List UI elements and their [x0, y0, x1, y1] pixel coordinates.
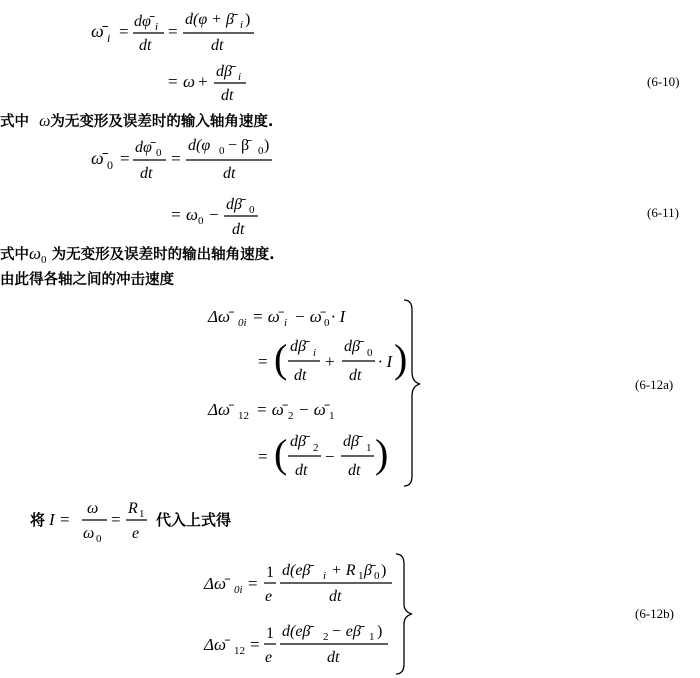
eq612a-r3-rhs-sub1: 2: [288, 410, 294, 422]
eq612a-r2-f2-den: dt: [349, 367, 362, 384]
eq612b-r1-eq: =: [248, 574, 258, 593]
eq612a-r1-rhs-sub2: 0: [324, 317, 330, 329]
eq611-frac2-den: dt: [223, 165, 236, 182]
text-omega-sub: 0: [41, 253, 47, 266]
eq611-equals-2: =: [171, 149, 181, 168]
eq612a-r2-plus: +: [325, 352, 335, 371]
equation-6-10: [0, 0, 700, 110]
eq610-equals-3: =: [168, 72, 178, 91]
eq611-number: (6-11): [647, 205, 680, 220]
eq612a-r3-rhs: = ω̄: [256, 400, 284, 419]
eq612a-r4-minus: −: [325, 447, 335, 466]
eq611-frac3-den: dt: [232, 221, 245, 238]
eq610-equals-2: =: [168, 22, 178, 41]
eq610-lhs: ω̄: [91, 21, 104, 41]
eq612a-r4-rparen: ): [375, 431, 389, 476]
eq611-omega: ω: [186, 205, 199, 224]
eq610-frac2-den: dt: [211, 37, 224, 54]
eq610-frac1-num-sub: i: [155, 21, 159, 33]
eq612a-r2-dot: · I: [378, 352, 393, 371]
eq612b-r1-num-3: β̄: [364, 562, 372, 579]
eq612a-r2-lparen: (: [274, 336, 288, 381]
ratio-f2-den: e: [132, 525, 140, 542]
eq610-frac3-den: dt: [221, 87, 234, 104]
eq610-number: (6-10): [647, 74, 680, 89]
eq611-omega-sub: 0: [198, 215, 204, 227]
eq612b-r1-lhs: Δω̄: [204, 574, 226, 593]
eq610-frac3-num: dβ̄: [216, 63, 232, 80]
eq612a-r4-lparen: (: [274, 431, 288, 476]
eq612b-r1-num: d(eβ̄: [282, 562, 311, 579]
eq612a-r1-lhs: Δω̄: [208, 307, 230, 326]
text-suffix: 为无变形及误差时的输出轴角速度.: [51, 247, 275, 263]
ratio-f2-num-sub: 1: [139, 508, 145, 520]
ratio-I: I =: [49, 510, 71, 529]
eq610-frac1-num: dφ̄: [134, 13, 151, 30]
eq612a-r4-f1-sub: 2: [313, 442, 319, 454]
eq610-frac3-num-sub: i: [238, 71, 242, 83]
ratio-suffix: 代入上式得: [156, 511, 232, 529]
eq610-plus: +: [198, 72, 208, 91]
eq611-frac1-num-sub: 0: [156, 147, 162, 159]
text-suffix: 为无变形及误差时的输入轴角速度.: [50, 114, 274, 130]
text-omega: ω: [29, 244, 42, 263]
text-omega: ω: [39, 113, 51, 130]
eq612a-r2-eq: =: [258, 352, 268, 371]
eq611-lhs-sub: 0: [107, 158, 113, 172]
text-prefix: 式中: [0, 114, 29, 130]
eq612a-r2-f1-den: dt: [294, 367, 307, 384]
eq612a-r2-f1-sub: i: [313, 347, 317, 359]
eq612a-r3-lhs: Δω̄: [208, 400, 230, 419]
eq612a-r4-f2-sub: 1: [366, 442, 372, 454]
eq610-frac1-den: dt: [139, 37, 152, 54]
eq610-frac2-num-sub: i: [240, 19, 244, 31]
eq611-minus: −: [209, 205, 219, 224]
ratio-f2-num: R: [128, 500, 138, 517]
eq611-frac2-num-sub: 0: [219, 145, 225, 157]
eq612b-r1-one: 1: [266, 564, 274, 581]
eq612b-r1-num-close: ): [381, 562, 387, 579]
equation-ratio: [0, 494, 700, 550]
eq612a-r2-f1-num: dβ̄: [290, 338, 306, 355]
eq612b-r1-num-sub2: 1: [358, 570, 364, 582]
eq612b-r1-den: dt: [329, 588, 342, 605]
equation-6-12b: [0, 548, 700, 678]
eq612b-r2-num-sub1: 2: [323, 631, 329, 643]
eq612b-r2-num-sub2: 1: [369, 631, 375, 643]
eq610-lhs-sub: i: [107, 31, 111, 45]
eq610-frac2-num: d(φ + β̄: [185, 11, 234, 28]
eq611-frac1-num: dφ̄: [135, 139, 152, 156]
ratio-f1-den: ω: [83, 525, 95, 542]
ratio-f1-den-sub: 0: [96, 533, 102, 545]
eq612b-r2-lhs-sub: 12: [234, 645, 245, 657]
eq612b-r1-num-sub3: 0: [374, 570, 380, 582]
text-prefix: 式中: [0, 247, 29, 263]
eq612a-r3-rhs-2: − ω̄: [298, 400, 326, 419]
eq611-frac2-num-sub2: 0: [258, 145, 264, 157]
eq610-equals-1: =: [119, 22, 129, 41]
eq612a-r2-f2-num: dβ̄: [344, 338, 360, 355]
text-impact: 由此得各轴之间的冲击速度: [0, 272, 174, 288]
eq612b-r2-num-2: − eβ̄: [331, 623, 361, 640]
eq612a-r4-f1-den: dt: [295, 462, 308, 479]
eq612a-r4-f2-den: dt: [348, 462, 361, 479]
eq612a-r1-rhs: = ω̄: [252, 307, 280, 326]
equation-6-12a: [0, 286, 700, 494]
eq612a-r1-lhs-sub: 0i: [238, 317, 247, 329]
eq611-frac3-num-sub: 0: [249, 204, 255, 216]
eq611-frac2-num-close: ): [264, 137, 270, 154]
eq612a-brace: [404, 300, 420, 486]
eq612b-r1-lhs-sub: 0i: [234, 584, 243, 596]
eq612a-r3-lhs-sub: 12: [238, 410, 249, 422]
eq612b-r1-e: e: [265, 588, 273, 605]
eq611-frac3-num: dβ̄: [226, 196, 242, 213]
eq610-omega: ω: [183, 72, 196, 91]
eq612b-r2-one: 1: [266, 625, 274, 642]
eq612a-r2-rparen: ): [394, 336, 408, 381]
eq612a-number: (6-12a): [635, 377, 674, 392]
eq612b-r1-num-2: + R: [331, 562, 356, 579]
eq612a-r4-f1-num: dβ̄: [290, 433, 306, 450]
eq612b-r2-eq: =: [250, 635, 260, 654]
ratio-f1-num: ω: [87, 500, 99, 517]
ratio-eq: =: [111, 510, 121, 529]
equation-6-11: [0, 128, 700, 240]
eq612a-r2-f2-sub: 0: [367, 347, 373, 359]
eq610-frac2-num-close: ): [245, 11, 251, 28]
eq612a-r3-rhs-sub2: 1: [329, 410, 335, 422]
eq612a-r1-rhs-sub1: i: [284, 317, 288, 329]
eq612b-r2-e: e: [265, 649, 273, 666]
eq612b-number: (6-12b): [635, 606, 674, 621]
eq612a-r1-rhs-2: − ω̄: [294, 307, 322, 326]
eq612a-r1-rhs-3: · I: [331, 307, 346, 326]
eq612b-r2-den: dt: [327, 649, 340, 666]
eq611-frac2-minus: − β̄: [228, 137, 250, 154]
eq612a-r4-eq: =: [258, 447, 268, 466]
eq612a-r4-f2-num: dβ̄: [343, 433, 359, 450]
eq611-frac1-den: dt: [140, 165, 153, 182]
text-line-output-speed: [0, 243, 275, 266]
eq612b-brace: [396, 554, 412, 674]
eq611-equals-3: =: [171, 205, 181, 224]
eq611-frac2-num: d(φ: [188, 137, 211, 154]
eq612b-r1-num-sub1: i: [323, 570, 327, 582]
eq612b-r2-num: d(eβ̄: [282, 623, 311, 640]
eq612b-r2-lhs: Δω̄: [204, 635, 226, 654]
eq611-equals-1: =: [120, 149, 130, 168]
eq611-lhs: ω̄: [91, 148, 104, 168]
ratio-prefix: 将: [30, 511, 46, 529]
eq612b-r2-num-close: ): [377, 623, 383, 640]
